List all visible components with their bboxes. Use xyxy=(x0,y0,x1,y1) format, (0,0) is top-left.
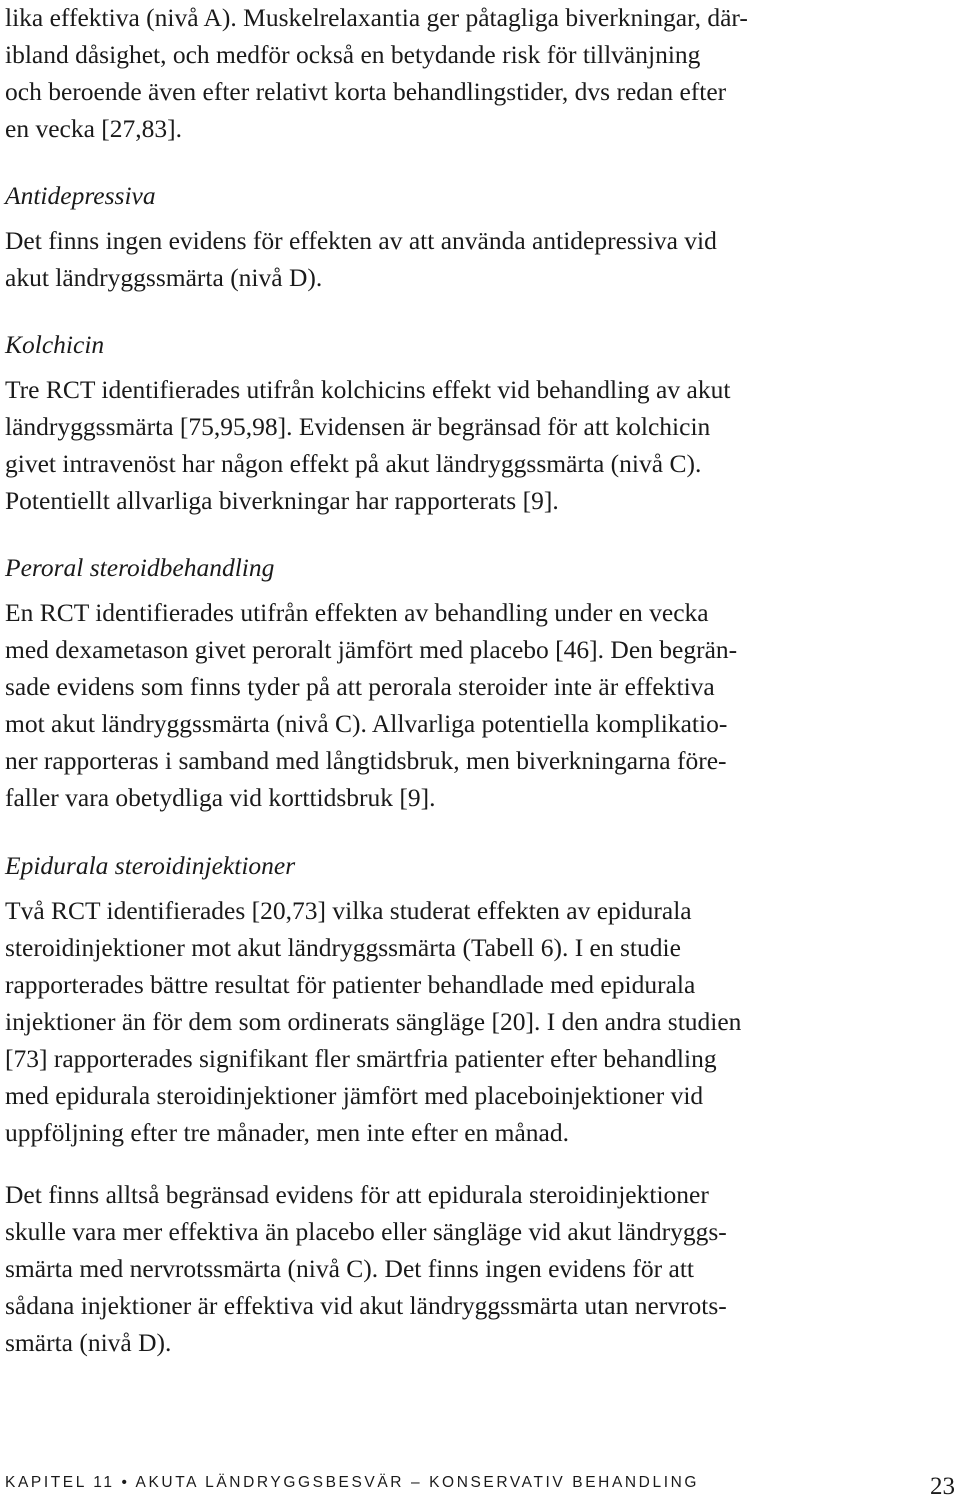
text-line: sådana injektioner är effektiva vid akut ländryggssmärta utan nervrots- xyxy=(5,1291,727,1320)
text-line: Det finns ingen evidens för effekten av att använda antidepressiva vid xyxy=(5,226,717,255)
section-heading-peroral-steroidbehandling: Peroral steroidbehandling xyxy=(5,553,275,582)
section-heading-kolchicin: Kolchicin xyxy=(5,330,105,359)
text-line: sade evidens som finns tyder på att perorala steroider inte är effektiva xyxy=(5,672,715,701)
text-line: och beroende även efter relativt korta behandlingstider, dvs redan efter xyxy=(5,77,727,106)
text-line: ibland dåsighet, och medför också en betydande risk för tillvänjning xyxy=(5,40,701,69)
text-line: en vecka [27,83]. xyxy=(5,114,183,143)
text-line: skulle vara mer effektiva än placebo eller sängläge vid akut ländryggs- xyxy=(5,1217,727,1246)
text-line: med epidurala steroidinjektioner jämfört med placeboinjektioner vid xyxy=(5,1081,704,1110)
text-line: En RCT identifierades utifrån effekten av behandling under en vecka xyxy=(5,598,709,627)
text-line: Det finns alltså begränsad evidens för att epidurala steroidinjektioner xyxy=(5,1180,709,1209)
text-line: rapporterades bättre resultat för patienter behandlade med epidurala xyxy=(5,970,696,999)
text-line: Två RCT identifierades [20,73] vilka studerat effekten av epidurala xyxy=(5,896,692,925)
page-number: 23 xyxy=(930,1473,955,1500)
text-line: smärta (nivå D). xyxy=(5,1328,172,1357)
section-heading-antidepressiva: Antidepressiva xyxy=(5,181,156,210)
text-line: akut ländryggssmärta (nivå D). xyxy=(5,263,323,292)
text-line: givet intravenöst har någon effekt på akut ländryggssmärta (nivå C). xyxy=(5,449,702,478)
paragraph-epidurala-steroidinjektioner xyxy=(5,892,741,1151)
text-line: [73] rapporterades signifikant fler smärtfria patienter efter behandling xyxy=(5,1044,717,1073)
paragraph-kolchicin xyxy=(5,371,730,519)
paragraph-conclusion xyxy=(5,1176,727,1361)
text-line: ner rapporteras i samband med långtidsbruk, men biverkningarna före- xyxy=(5,746,727,775)
text-line: med dexametason givet peroralt jämfört med placebo [46]. Den begrän- xyxy=(5,635,738,664)
paragraph-muskelrelaxantia xyxy=(5,0,748,147)
text-line: smärta med nervrotssmärta (nivå C). Det finns ingen evidens för att xyxy=(5,1254,695,1283)
section-heading-epidurala-steroidinjektioner: Epidurala steroidinjektioner xyxy=(5,851,296,880)
text-line: ländryggssmärta [75,95,98]. Evidensen är begränsad för att kolchicin xyxy=(5,412,711,441)
paragraph-peroral-steroidbehandling xyxy=(5,594,737,816)
running-footer: KAPITEL 11 • AKUTA LÄNDRYGGSBESVÄR – KONSERVATIV BEHANDLING xyxy=(5,1474,700,1491)
text-line: Potentiellt allvarliga biverkningar har rapporterats [9]. xyxy=(5,486,559,515)
text-line: lika effektiva (nivå A). Muskelrelaxantia ger påtagliga biverkningar, där- xyxy=(5,3,748,32)
text-line: steroidinjektioner mot akut ländryggssmärta (Tabell 6). I en studie xyxy=(5,933,681,962)
text-line: Tre RCT identifierades utifrån kolchicins effekt vid behandling av akut xyxy=(5,375,731,404)
text-line: mot akut ländryggssmärta (nivå C). Allvarliga potentiella komplikatio- xyxy=(5,709,728,738)
text-line: uppföljning efter tre månader, men inte efter en månad. xyxy=(5,1118,569,1147)
text-line: injektioner än för dem som ordinerats sängläge [20]. I den andra studien xyxy=(5,1007,742,1036)
paragraph-antidepressiva xyxy=(5,222,717,296)
text-line: faller vara obetydliga vid korttidsbruk [9]. xyxy=(5,783,436,812)
